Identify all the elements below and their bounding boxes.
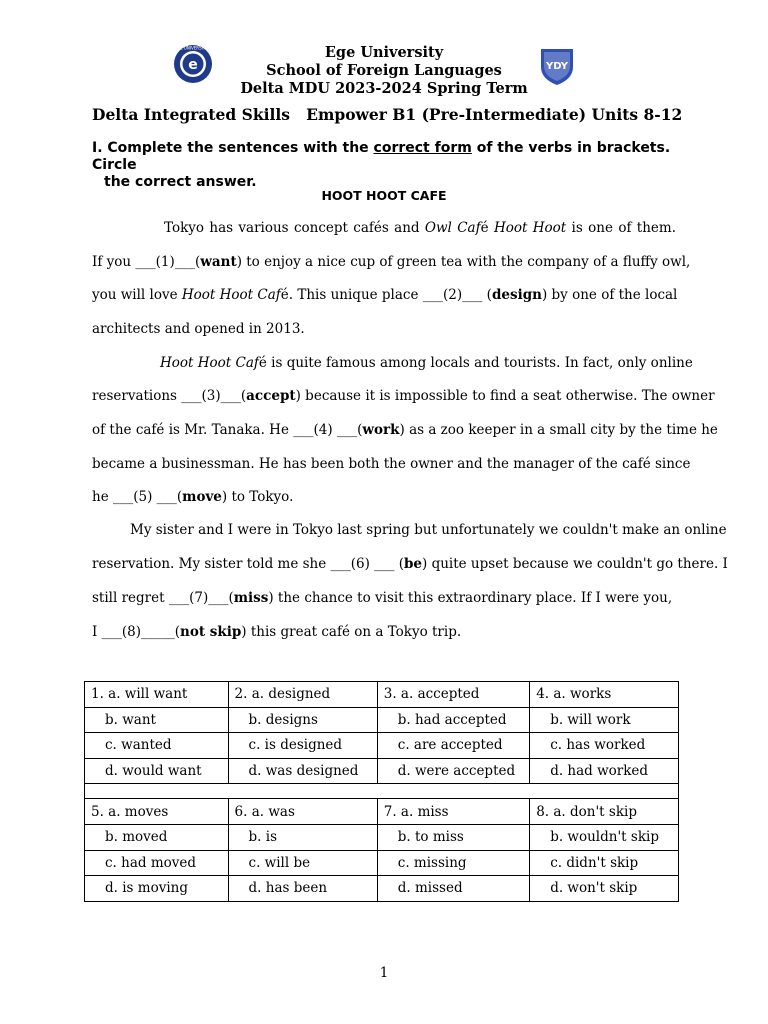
passage-line: reservation. My sister told me she ___(6) ___ (be) quite upset because we couldn't go there. I (92, 556, 728, 572)
table-gap-row (85, 784, 679, 799)
option-cell[interactable]: c. will be (228, 850, 377, 876)
option-cell[interactable]: 1. a. will want (85, 682, 229, 708)
option-cell[interactable]: 3. a. accepted (377, 682, 529, 708)
option-cell[interactable]: c. is designed (228, 733, 377, 759)
option-cell[interactable]: d. had worked (530, 758, 679, 784)
table-row (85, 850, 679, 876)
passage-line: Hoot Hoot Café is quite famous among locals and tourists. In fact, only online (160, 355, 693, 371)
school-name: School of Foreign Languages (266, 62, 502, 79)
option-cell[interactable]: c. are accepted (377, 733, 529, 759)
option-cell[interactable]: b. want (85, 707, 229, 733)
instruction-underlined: correct form (373, 140, 472, 156)
option-cell[interactable]: b. designs (228, 707, 377, 733)
option-cell[interactable]: c. had moved (85, 850, 229, 876)
table-row (85, 824, 679, 850)
instruction-line2: the correct answer. (104, 174, 257, 190)
passage-line: he ___(5) ___(move) to Tokyo. (92, 489, 294, 505)
passage-line: architects and opened in 2013. (92, 321, 305, 337)
svg-text:e: e (188, 57, 198, 73)
option-cell[interactable]: c. wanted (85, 733, 229, 759)
option-cell[interactable]: d. won't skip (530, 876, 679, 902)
option-cell[interactable]: c. missing (377, 850, 529, 876)
option-cell[interactable]: 6. a. was (228, 799, 377, 825)
svg-text:YDY: YDY (545, 61, 569, 72)
passage-line: still regret ___(7)___(miss) the chance to visit this extraordinary place. If I were you, (92, 590, 673, 606)
option-cell[interactable]: d. was designed (228, 758, 377, 784)
option-cell[interactable]: b. is (228, 824, 377, 850)
passage-line: became a businessman. He has been both the owner and the manager of the café since (92, 456, 691, 472)
option-cell[interactable]: b. wouldn't skip (530, 824, 679, 850)
option-cell[interactable]: b. had accepted (377, 707, 529, 733)
table-row (85, 682, 679, 708)
table-row (85, 733, 679, 759)
option-cell[interactable]: d. has been (228, 876, 377, 902)
passage-line: reservations ___(3)___(accept) because it is impossible to find a seat otherwise. The owner (92, 388, 715, 404)
passage-line: Tokyo has various concept cafés and Owl Café Hoot Hoot is one of them. (164, 220, 676, 236)
gap-cell (85, 784, 679, 799)
option-cell[interactable]: d. missed (377, 876, 529, 902)
term-name: Delta MDU 2023-2024 Spring Term (240, 80, 528, 97)
svg-text:EGE ÜNIVERSITESI: EGE ÜNIVERSITESI (174, 45, 212, 51)
university-name: Ege University (324, 44, 444, 61)
passage-line: of the café is Mr. Tanaka. He ___(4) ___(work) as a zoo keeper in a small city by the time he (92, 422, 718, 438)
option-cell[interactable]: c. didn't skip (530, 850, 679, 876)
option-cell[interactable]: d. would want (85, 758, 229, 784)
option-cell[interactable]: 8. a. don't skip (530, 799, 679, 825)
table-row (85, 799, 679, 825)
passage-line: I ___(8)_____(not skip) this great café on a Tokyo trip. (92, 624, 462, 640)
option-cell[interactable]: d. is moving (85, 876, 229, 902)
option-cell[interactable]: 7. a. miss (377, 799, 529, 825)
passage-line: you will love Hoot Hoot Café. This unique place ___(2)___ (design) by one of the local (92, 287, 678, 303)
document-header (0, 44, 768, 98)
option-cell[interactable]: 2. a. designed (228, 682, 377, 708)
passage-title: HOOT HOOT CAFE (321, 188, 447, 203)
option-cell[interactable]: 5. a. moves (85, 799, 229, 825)
course-title: Delta Integrated Skills Empower B1 (Pre-Intermediate) Units 8-12 (92, 105, 683, 124)
option-cell[interactable]: d. were accepted (377, 758, 529, 784)
option-cell[interactable]: b. moved (85, 824, 229, 850)
option-cell[interactable]: b. will work (530, 707, 679, 733)
option-cell[interactable]: 4. a. works (530, 682, 679, 708)
option-cell[interactable]: b. to miss (377, 824, 529, 850)
table-row (85, 707, 679, 733)
answer-options-table (84, 681, 679, 902)
table-row (85, 758, 679, 784)
instruction (92, 140, 692, 191)
passage-line: My sister and I were in Tokyo last spring but unfortunately we couldn't make an online (130, 522, 727, 538)
page-number: 1 (379, 965, 389, 981)
table-row (85, 876, 679, 902)
instruction-suffix: of the verbs in brackets. Circle (92, 140, 671, 173)
option-cell[interactable]: c. has worked (530, 733, 679, 759)
instruction-prefix: I. Complete the sentences with the (92, 140, 374, 156)
passage-line: If you ___(1)___(want) to enjoy a nice cup of green tea with the company of a fluffy owl, (92, 254, 691, 270)
